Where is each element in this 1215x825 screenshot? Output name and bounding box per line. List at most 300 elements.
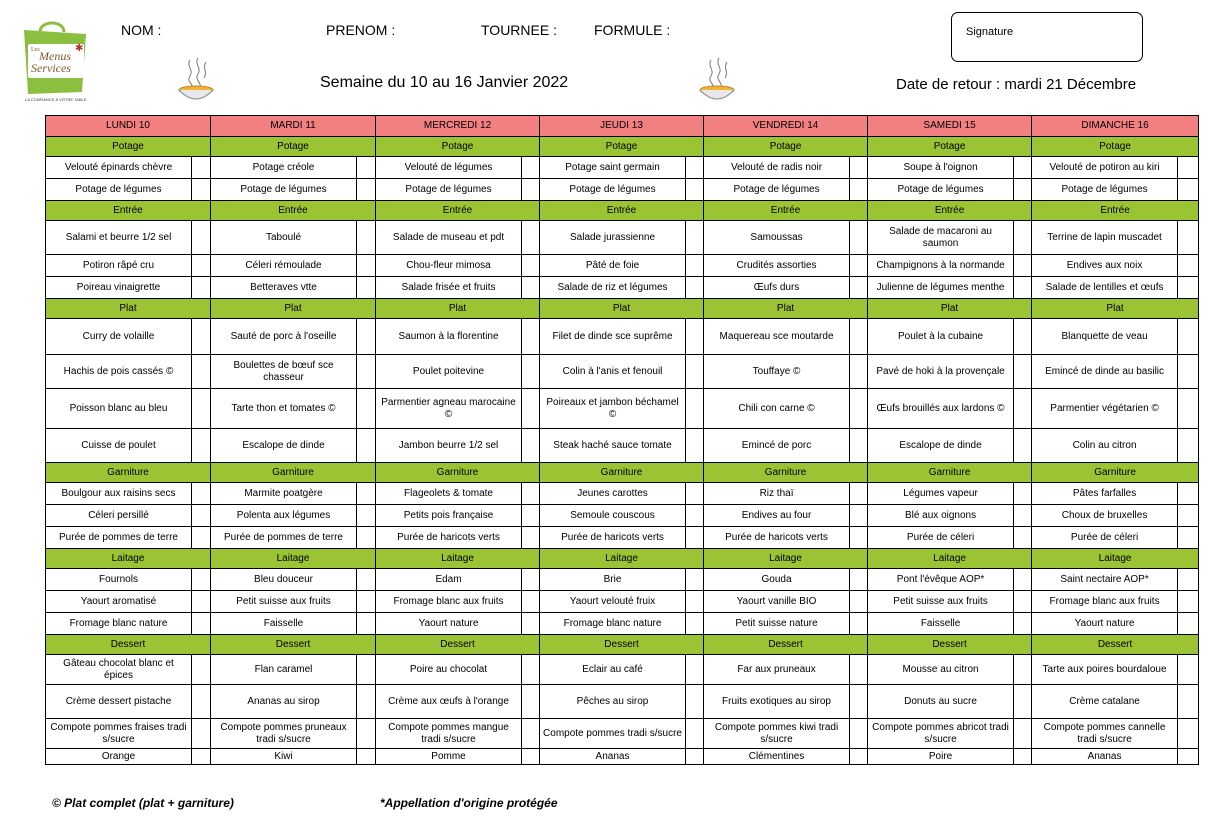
quantity-box[interactable]: [850, 527, 868, 549]
dish-cell: Poire au chocolat: [376, 655, 522, 685]
soup-bowl-icon: [176, 56, 216, 104]
quantity-box[interactable]: [1014, 355, 1032, 389]
dish-cell: Donuts au sucre: [868, 685, 1014, 719]
category-label: Plat: [376, 299, 540, 319]
dish-row: [46, 685, 1199, 719]
quantity-box[interactable]: [192, 719, 211, 749]
quantity-box[interactable]: [192, 355, 211, 389]
quantity-box[interactable]: [192, 319, 211, 355]
dish-row: [46, 719, 1199, 749]
quantity-box[interactable]: [850, 157, 868, 179]
quantity-box[interactable]: [1014, 613, 1032, 635]
quantity-box[interactable]: [1178, 719, 1199, 749]
dish-cell: Hachis de pois cassés ©: [46, 355, 192, 389]
category-label: Dessert: [211, 635, 376, 655]
category-label: Entrée: [704, 201, 868, 221]
quantity-box[interactable]: [850, 179, 868, 201]
quantity-box[interactable]: [192, 655, 211, 685]
quantity-box[interactable]: [357, 505, 376, 527]
dish-cell: Yaourt nature: [376, 613, 522, 635]
quantity-box[interactable]: [1014, 179, 1032, 201]
week-title: Semaine du 10 au 16 Janvier 2022: [320, 74, 569, 91]
category-label: Dessert: [704, 635, 868, 655]
quantity-box[interactable]: [192, 255, 211, 277]
category-label: Potage: [376, 137, 540, 157]
quantity-box[interactable]: [192, 505, 211, 527]
category-label: Entrée: [211, 201, 376, 221]
quantity-box[interactable]: [1178, 179, 1199, 201]
category-row: [46, 137, 1199, 157]
quantity-box[interactable]: [1014, 569, 1032, 591]
dish-cell: Semoule couscous: [540, 505, 686, 527]
dish-cell: Poisson blanc au bleu: [46, 389, 192, 429]
quantity-box[interactable]: [686, 179, 704, 201]
dish-cell: Potage de légumes: [540, 179, 686, 201]
dish-cell: Faisselle: [211, 613, 357, 635]
dish-cell: Fromage blanc nature: [540, 613, 686, 635]
dish-cell: Pomme: [376, 749, 522, 765]
svg-text:✱: ✱: [75, 43, 84, 54]
quantity-box[interactable]: [1178, 749, 1199, 765]
quantity-box[interactable]: [1178, 505, 1199, 527]
quantity-box[interactable]: [850, 569, 868, 591]
category-row: [46, 299, 1199, 319]
category-label: Potage: [868, 137, 1032, 157]
formule-label: FORMULE :: [594, 22, 671, 38]
dish-cell: Maquereau sce moutarde: [704, 319, 850, 355]
dish-cell: Riz thaï: [704, 483, 850, 505]
dish-cell: Gouda: [704, 569, 850, 591]
dish-cell: Jambon beurre 1/2 sel: [376, 429, 522, 463]
dish-cell: Potage de légumes: [704, 179, 850, 201]
category-label: Dessert: [376, 635, 540, 655]
dish-cell: Polenta aux légumes: [211, 505, 357, 527]
dish-cell: Céleri rémoulade: [211, 255, 357, 277]
quantity-box[interactable]: [357, 319, 376, 355]
dish-cell: Compote pommes cannelle tradi s/sucre: [1032, 719, 1178, 749]
quantity-box[interactable]: [1178, 655, 1199, 685]
category-row: [46, 549, 1199, 569]
quantity-box[interactable]: [850, 483, 868, 505]
quantity-box[interactable]: [686, 355, 704, 389]
dish-cell: Petit suisse aux fruits: [868, 591, 1014, 613]
quantity-box[interactable]: [357, 719, 376, 749]
dish-cell: Ananas: [1032, 749, 1178, 765]
category-label: Plat: [540, 299, 704, 319]
dish-cell: Samoussas: [704, 221, 850, 255]
quantity-box[interactable]: [1178, 569, 1199, 591]
dish-cell: Kiwi: [211, 749, 357, 765]
logo-bag-icon: [22, 18, 90, 102]
category-label: Entrée: [540, 201, 704, 221]
quantity-box[interactable]: [686, 527, 704, 549]
dish-cell: Julienne de légumes menthe: [868, 277, 1014, 299]
dish-cell: Yaourt velouté fruix: [540, 591, 686, 613]
dish-cell: Filet de dinde sce suprême: [540, 319, 686, 355]
dish-cell: Compote pommes pruneaux tradi s/sucre: [211, 719, 357, 749]
dish-cell: Salade de lentilles et œufs: [1032, 277, 1178, 299]
quantity-box[interactable]: [357, 749, 376, 765]
quantity-box[interactable]: [686, 157, 704, 179]
quantity-box[interactable]: [522, 429, 540, 463]
dish-cell: Poulet à la cubaine: [868, 319, 1014, 355]
dish-cell: Choux de bruxelles: [1032, 505, 1178, 527]
quantity-box[interactable]: [522, 527, 540, 549]
quantity-box[interactable]: [357, 157, 376, 179]
dish-cell: Poireau vinaigrette: [46, 277, 192, 299]
dish-cell: Crème aux œufs à l'orange: [376, 685, 522, 719]
dish-cell: Orange: [46, 749, 192, 765]
quantity-box[interactable]: [357, 591, 376, 613]
dish-cell: Purée de pommes de terre: [211, 527, 357, 549]
category-label: Entrée: [868, 201, 1032, 221]
day-header: MERCREDI 12: [376, 116, 540, 137]
quantity-box[interactable]: [522, 505, 540, 527]
menus-services-logo: [22, 18, 90, 102]
quantity-box[interactable]: [686, 255, 704, 277]
dish-row: [46, 179, 1199, 201]
dish-cell: Steak haché sauce tomate: [540, 429, 686, 463]
quantity-box[interactable]: [522, 355, 540, 389]
dish-cell: Potage de légumes: [1032, 179, 1178, 201]
category-row: [46, 463, 1199, 483]
quantity-box[interactable]: [357, 221, 376, 255]
quantity-box[interactable]: [850, 749, 868, 765]
quantity-box[interactable]: [850, 355, 868, 389]
quantity-box[interactable]: [1014, 527, 1032, 549]
svg-text:Les: Les: [31, 47, 40, 53]
dish-row: [46, 255, 1199, 277]
dish-cell: Salade de macaroni au saumon: [868, 221, 1014, 255]
quantity-box[interactable]: [686, 685, 704, 719]
dish-cell: Endives aux noix: [1032, 255, 1178, 277]
dish-cell: Faisselle: [868, 613, 1014, 635]
quantity-box[interactable]: [686, 719, 704, 749]
quantity-box[interactable]: [522, 719, 540, 749]
category-label: Dessert: [868, 635, 1032, 655]
category-label: Garniture: [376, 463, 540, 483]
category-label: Entrée: [376, 201, 540, 221]
dish-cell: Poulet poitevine: [376, 355, 522, 389]
quantity-box[interactable]: [850, 505, 868, 527]
quantity-box[interactable]: [686, 655, 704, 685]
quantity-box[interactable]: [1014, 591, 1032, 613]
dish-cell: Marmite poatgère: [211, 483, 357, 505]
dish-row: [46, 221, 1199, 255]
quantity-box[interactable]: [357, 483, 376, 505]
quantity-box[interactable]: [1178, 429, 1199, 463]
quantity-box[interactable]: [1014, 685, 1032, 719]
quantity-box[interactable]: [850, 719, 868, 749]
quantity-box[interactable]: [1178, 591, 1199, 613]
dish-cell: Fromage blanc aux fruits: [1032, 591, 1178, 613]
dish-cell: Tarte thon et tomates ©: [211, 389, 357, 429]
dish-cell: Parmentier agneau marocaine ©: [376, 389, 522, 429]
category-row: [46, 201, 1199, 221]
category-label: Dessert: [46, 635, 211, 655]
quantity-box[interactable]: [192, 569, 211, 591]
category-label: Potage: [704, 137, 868, 157]
quantity-box[interactable]: [1014, 221, 1032, 255]
quantity-box[interactable]: [1178, 685, 1199, 719]
category-label: Plat: [868, 299, 1032, 319]
quantity-box[interactable]: [522, 255, 540, 277]
dish-cell: Petit suisse aux fruits: [211, 591, 357, 613]
quantity-box[interactable]: [522, 749, 540, 765]
dish-cell: Pâté de foie: [540, 255, 686, 277]
quantity-box[interactable]: [850, 277, 868, 299]
dish-cell: Crème catalane: [1032, 685, 1178, 719]
quantity-box[interactable]: [850, 319, 868, 355]
quantity-box[interactable]: [192, 591, 211, 613]
dish-cell: Pont l'évêque AOP*: [868, 569, 1014, 591]
quantity-box[interactable]: [1014, 277, 1032, 299]
category-label: Laitage: [46, 549, 211, 569]
dish-cell: Yaourt aromatisé: [46, 591, 192, 613]
quantity-box[interactable]: [522, 389, 540, 429]
dish-cell: Compote pommes tradi s/sucre: [540, 719, 686, 749]
dish-row: [46, 157, 1199, 179]
category-label: Garniture: [46, 463, 211, 483]
quantity-box[interactable]: [1014, 749, 1032, 765]
dish-cell: Salade de riz et légumes: [540, 277, 686, 299]
dish-row: [46, 613, 1199, 635]
dish-cell: Yaourt nature: [1032, 613, 1178, 635]
quantity-box[interactable]: [850, 591, 868, 613]
day-header: SAMEDI 15: [868, 116, 1032, 137]
dish-cell: Velouté épinards chèvre: [46, 157, 192, 179]
dish-cell: Crème dessert pistache: [46, 685, 192, 719]
dish-cell: Flageolets & tomate: [376, 483, 522, 505]
dish-cell: Poire: [868, 749, 1014, 765]
footnote-aop: *Appellation d'origine protégée: [380, 796, 558, 810]
quantity-box[interactable]: [1178, 221, 1199, 255]
dish-cell: Ananas au sirop: [211, 685, 357, 719]
quantity-box[interactable]: [686, 569, 704, 591]
quantity-box[interactable]: [357, 179, 376, 201]
quantity-box[interactable]: [357, 389, 376, 429]
quantity-box[interactable]: [1178, 355, 1199, 389]
dish-cell: Salade frisée et fruits: [376, 277, 522, 299]
dish-cell: Betteraves vtte: [211, 277, 357, 299]
quantity-box[interactable]: [192, 483, 211, 505]
dish-cell: Œufs brouillés aux lardons ©: [868, 389, 1014, 429]
category-label: Plat: [46, 299, 211, 319]
category-label: Potage: [1032, 137, 1199, 157]
dish-cell: Terrine de lapin muscadet: [1032, 221, 1178, 255]
dish-cell: Compote pommes fraises tradi s/sucre: [46, 719, 192, 749]
quantity-box[interactable]: [686, 277, 704, 299]
day-header: LUNDI 10: [46, 116, 211, 137]
quantity-box[interactable]: [850, 389, 868, 429]
quantity-box[interactable]: [1178, 483, 1199, 505]
dish-cell: Purée de céleri: [1032, 527, 1178, 549]
quantity-box[interactable]: [1014, 255, 1032, 277]
quantity-box[interactable]: [686, 389, 704, 429]
category-label: Laitage: [211, 549, 376, 569]
quantity-box[interactable]: [686, 483, 704, 505]
category-label: Plat: [211, 299, 376, 319]
quantity-box[interactable]: [686, 319, 704, 355]
dish-cell: Petits pois française: [376, 505, 522, 527]
dish-cell: Salade jurassienne: [540, 221, 686, 255]
quantity-box[interactable]: [357, 613, 376, 635]
category-label: Potage: [540, 137, 704, 157]
quantity-box[interactable]: [1014, 157, 1032, 179]
dish-cell: Escalope de dinde: [868, 429, 1014, 463]
quantity-box[interactable]: [192, 749, 211, 765]
dish-row: [46, 527, 1199, 549]
dish-cell: Blanquette de veau: [1032, 319, 1178, 355]
prenom-label: PRENOM :: [326, 22, 396, 38]
quantity-box[interactable]: [1014, 389, 1032, 429]
dish-cell: Potage de légumes: [211, 179, 357, 201]
signature-box[interactable]: [951, 12, 1143, 62]
dish-cell: Potage de légumes: [376, 179, 522, 201]
quantity-box[interactable]: [192, 429, 211, 463]
quantity-box[interactable]: [357, 569, 376, 591]
category-label: Laitage: [1032, 549, 1199, 569]
quantity-box[interactable]: [850, 685, 868, 719]
category-label: Laitage: [376, 549, 540, 569]
svg-text:Menus: Menus: [39, 49, 71, 63]
dish-cell: Compote pommes kiwi tradi s/sucre: [704, 719, 850, 749]
quantity-box[interactable]: [522, 569, 540, 591]
dish-cell: Fromage blanc nature: [46, 613, 192, 635]
dish-cell: Gâteau chocolat blanc et épices: [46, 655, 192, 685]
quantity-box[interactable]: [1014, 483, 1032, 505]
dish-cell: Colin à l'anis et fenouil: [540, 355, 686, 389]
quantity-box[interactable]: [522, 157, 540, 179]
quantity-box[interactable]: [192, 685, 211, 719]
dish-cell: Saint nectaire AOP*: [1032, 569, 1178, 591]
dish-cell: Purée de céleri: [868, 527, 1014, 549]
quantity-box[interactable]: [192, 157, 211, 179]
quantity-box[interactable]: [357, 685, 376, 719]
svg-text:Services: Services: [31, 61, 71, 75]
quantity-box[interactable]: [522, 179, 540, 201]
quantity-box[interactable]: [357, 277, 376, 299]
quantity-box[interactable]: [686, 505, 704, 527]
category-label: Garniture: [704, 463, 868, 483]
quantity-box[interactable]: [357, 355, 376, 389]
dish-cell: Curry de volaille: [46, 319, 192, 355]
quantity-box[interactable]: [850, 655, 868, 685]
dish-cell: Taboulé: [211, 221, 357, 255]
category-label: Dessert: [1032, 635, 1199, 655]
signature-label: Signature: [966, 26, 1014, 38]
dish-row: [46, 655, 1199, 685]
day-header-row: [46, 116, 1199, 137]
dish-row: [46, 483, 1199, 505]
soup-bowl-icon: [697, 56, 737, 104]
quantity-box[interactable]: [522, 591, 540, 613]
dish-cell: Pavé de hoki à la provençale: [868, 355, 1014, 389]
dish-cell: Fruits exotiques au sirop: [704, 685, 850, 719]
quantity-box[interactable]: [850, 255, 868, 277]
day-header: VENDREDI 14: [704, 116, 868, 137]
quantity-box[interactable]: [850, 429, 868, 463]
quantity-box[interactable]: [850, 221, 868, 255]
quantity-box[interactable]: [1178, 613, 1199, 635]
category-label: Entrée: [1032, 201, 1199, 221]
dish-row: [46, 505, 1199, 527]
quantity-box[interactable]: [1014, 505, 1032, 527]
category-label: Garniture: [540, 463, 704, 483]
return-date: Date de retour : mardi 21 Décembre: [896, 76, 1137, 93]
dish-row: [46, 749, 1199, 765]
category-label: Laitage: [540, 549, 704, 569]
quantity-box[interactable]: [1014, 655, 1032, 685]
quantity-box[interactable]: [1178, 319, 1199, 355]
quantity-box[interactable]: [686, 221, 704, 255]
quantity-box[interactable]: [1014, 719, 1032, 749]
dish-cell: Pêches au sirop: [540, 685, 686, 719]
svg-text:LA CONFIANCE À VOTRE TABLE: LA CONFIANCE À VOTRE TABLE: [25, 97, 87, 102]
day-header: JEUDI 13: [540, 116, 704, 137]
quantity-box[interactable]: [192, 613, 211, 635]
dish-cell: Sauté de porc à l'oseille: [211, 319, 357, 355]
quantity-box[interactable]: [357, 255, 376, 277]
quantity-box[interactable]: [522, 483, 540, 505]
quantity-box[interactable]: [1178, 277, 1199, 299]
nom-label: NOM :: [121, 22, 162, 38]
category-label: Plat: [1032, 299, 1199, 319]
footnote-complete-dish: © Plat complet (plat + garniture): [52, 796, 234, 810]
quantity-box[interactable]: [522, 685, 540, 719]
quantity-box[interactable]: [686, 591, 704, 613]
dish-cell: Compote pommes abricot tradi s/sucre: [868, 719, 1014, 749]
quantity-box[interactable]: [1014, 429, 1032, 463]
quantity-box[interactable]: [522, 655, 540, 685]
quantity-box[interactable]: [522, 277, 540, 299]
quantity-box[interactable]: [686, 613, 704, 635]
dish-cell: Escalope de dinde: [211, 429, 357, 463]
quantity-box[interactable]: [357, 429, 376, 463]
quantity-box[interactable]: [522, 221, 540, 255]
dish-cell: Purée de haricots verts: [704, 527, 850, 549]
dish-cell: Potage de légumes: [46, 179, 192, 201]
quantity-box[interactable]: [1178, 527, 1199, 549]
quantity-box[interactable]: [192, 221, 211, 255]
quantity-box[interactable]: [686, 749, 704, 765]
dish-cell: Parmentier végétarien ©: [1032, 389, 1178, 429]
dish-cell: Poireaux et jambon béchamel ©: [540, 389, 686, 429]
quantity-box[interactable]: [522, 613, 540, 635]
quantity-box[interactable]: [1178, 389, 1199, 429]
category-label: Garniture: [868, 463, 1032, 483]
quantity-box[interactable]: [850, 613, 868, 635]
quantity-box[interactable]: [686, 429, 704, 463]
quantity-box[interactable]: [192, 277, 211, 299]
dish-cell: Velouté de radis noir: [704, 157, 850, 179]
dish-cell: Potage de légumes: [868, 179, 1014, 201]
dish-cell: Chili con carne ©: [704, 389, 850, 429]
quantity-box[interactable]: [357, 527, 376, 549]
quantity-box[interactable]: [1178, 157, 1199, 179]
quantity-box[interactable]: [192, 527, 211, 549]
dish-cell: Bleu douceur: [211, 569, 357, 591]
quantity-box[interactable]: [1014, 319, 1032, 355]
quantity-box[interactable]: [192, 389, 211, 429]
quantity-box[interactable]: [357, 655, 376, 685]
quantity-box[interactable]: [1178, 255, 1199, 277]
menu-table: [45, 115, 1199, 765]
quantity-box[interactable]: [522, 319, 540, 355]
quantity-box[interactable]: [192, 179, 211, 201]
dish-cell: Salami et beurre 1/2 sel: [46, 221, 192, 255]
dish-cell: Eclair au café: [540, 655, 686, 685]
